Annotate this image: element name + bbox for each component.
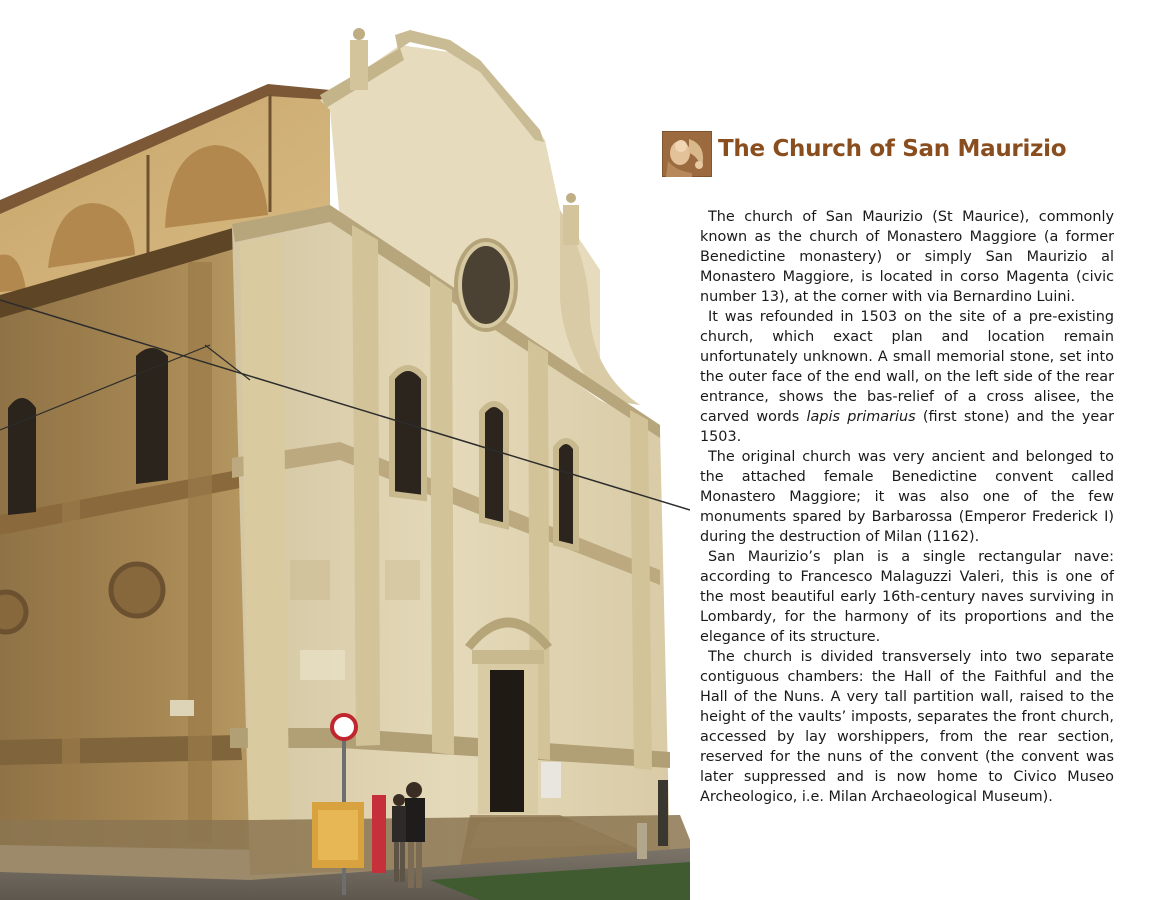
paragraph-refounding-post: (first stone) and the year 1503. <box>700 409 1114 445</box>
paragraph-chambers: The church is divided transversely into two separate contiguous chambers: the Hall of the Faithful and the Hall of the Nuns. A very tall partition wall, raised to the height of the vaults’ imposts, separates the front church, accessed by lay worshippers, from the rear section, reserved for the nuns of the convent (the convent was later suppressed and is now home to Civico Museo Archeologico, i.e. Milan Archaeological Museum). <box>700 649 1114 805</box>
angel-fresco-thumbnail <box>662 131 712 177</box>
article-header <box>662 130 1142 178</box>
paragraph-refounding <box>700 307 1114 447</box>
lapis-primarius-term: lapis primarius <box>806 409 916 425</box>
article-body <box>700 207 1114 807</box>
paragraph-intro: The church of San Maurizio (St Maurice), commonly known as the church of Monastero Maggiore (a former Benedictine monastery) or simply San Maurizio al Monastero Maggiore, is located in corso Magenta (civic number 13), at the corner with via Bernardino Luini. <box>700 209 1114 305</box>
page-title: The Church of San Maurizio <box>718 136 1067 162</box>
paragraph-origin: The original church was very ancient and belonged to the attached female Benedictine convent called Monastero Maggiore; it was also one of the few monuments spared by Barbarossa (Emperor Frederick I) during the destruction of Milan (1162). <box>700 449 1114 545</box>
paragraph-plan: San Maurizio’s plan is a single rectangular nave: according to Francesco Malaguzzi Valeri, this is one of the most beautiful early 16th-century naves surviving in Lombardy, for the harmony of its proportions and the elegance of its structure. <box>700 549 1114 645</box>
paragraph-refounding-pre: It was refounded in 1503 on the site of a pre-existing church, which exact plan and location remain unfortunately unknown. A small memorial stone, set into the outer face of the end wall, on the left side of the rear entrance, shows the bas-relief of a cross alisee, the carved words <box>700 309 1114 425</box>
